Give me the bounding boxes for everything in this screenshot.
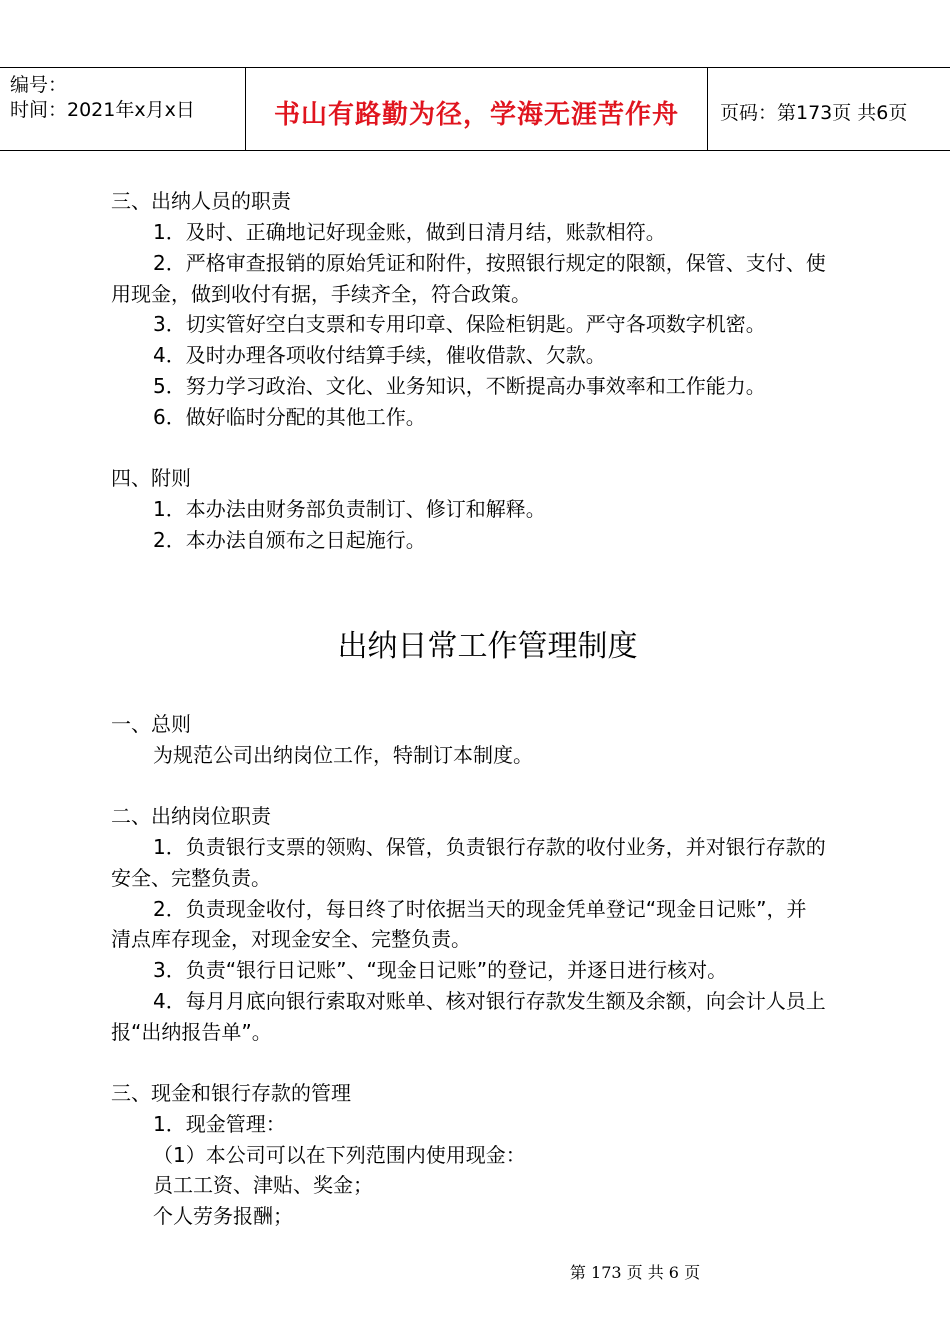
section-heading: 一、总则 — [111, 712, 191, 736]
number-label: 编号： — [10, 74, 68, 96]
paragraph-line: 3．负责“银行日记账”、“现金日记账”的登记，并逐日进行核对。 — [153, 958, 728, 982]
paragraph-line: 员工工资、津贴、奖金； — [153, 1173, 373, 1197]
paragraph-line: 4．及时办理各项收付结算手续，催收借款、欠款。 — [153, 343, 606, 367]
paragraph-line: 1．现金管理： — [153, 1112, 286, 1136]
paragraph-line: 5．努力学习政治、文化、业务知识，不断提高办事效率和工作能力。 — [153, 374, 766, 398]
page-footer: 第 173 页 共 6 页 — [569, 1263, 701, 1282]
paragraph-line: 6．做好临时分配的其他工作。 — [153, 405, 426, 429]
section-heading: 三、出纳人员的职责 — [111, 189, 291, 213]
section-heading: 三、现金和银行存款的管理 — [111, 1081, 351, 1105]
paragraph-line: 1．负责银行支票的领购、保管，负责银行存款的收付业务，并对银行存款的 — [153, 835, 826, 859]
paragraph-line: 2．严格审查报销的原始凭证和附件，按照银行规定的限额，保管、支付、使 — [153, 251, 826, 275]
paragraph-line: 为规范公司出纳岗位工作，特制订本制度。 — [153, 743, 533, 767]
paragraph-line: 用现金，做到收付有据，手续齐全，符合政策。 — [111, 282, 531, 306]
paragraph-line: 2．本办法自颁布之日起施行。 — [153, 528, 426, 552]
section-heading: 四、附则 — [111, 466, 191, 490]
header-motto-cell — [246, 68, 708, 150]
document-title: 出纳日常工作管理制度 — [337, 629, 638, 664]
header-table — [0, 67, 950, 151]
section-heading: 二、出纳岗位职责 — [111, 804, 271, 828]
paragraph-line: 3．切实管好空白支票和专用印章、保险柜钥匙。严守各项数字机密。 — [153, 312, 766, 336]
header-page-cell — [708, 68, 950, 150]
page-label: 页码：第173页 共6页 — [720, 102, 908, 124]
time-label: 时间：2021年x月x日 — [10, 99, 195, 121]
paragraph-line: 安全、完整负责。 — [111, 866, 271, 890]
paragraph-line: 2．负责现金收付，每日终了时依据当天的现金凭单登记“现金日记账”，并 — [153, 897, 807, 921]
paragraph-line: 报“出纳报告单”。 — [111, 1020, 272, 1044]
paragraph-line: 4．每月月底向银行索取对账单、核对银行存款发生额及余额，向会计人员上 — [153, 989, 826, 1013]
motto: 书山有路勤为径，学海无涯苦作舟 — [273, 100, 679, 130]
paragraph-line: 个人劳务报酬； — [153, 1204, 293, 1228]
paragraph-line: （1）本公司可以在下列范围内使用现金： — [153, 1143, 526, 1167]
paragraph-line: 清点库存现金，对现金安全、完整负责。 — [111, 927, 471, 951]
paragraph-line: 1．本办法由财务部负责制订、修订和解释。 — [153, 497, 546, 521]
paragraph-line: 1．及时、正确地记好现金账，做到日清月结，账款相符。 — [153, 220, 666, 244]
header-info-cell — [0, 68, 246, 150]
